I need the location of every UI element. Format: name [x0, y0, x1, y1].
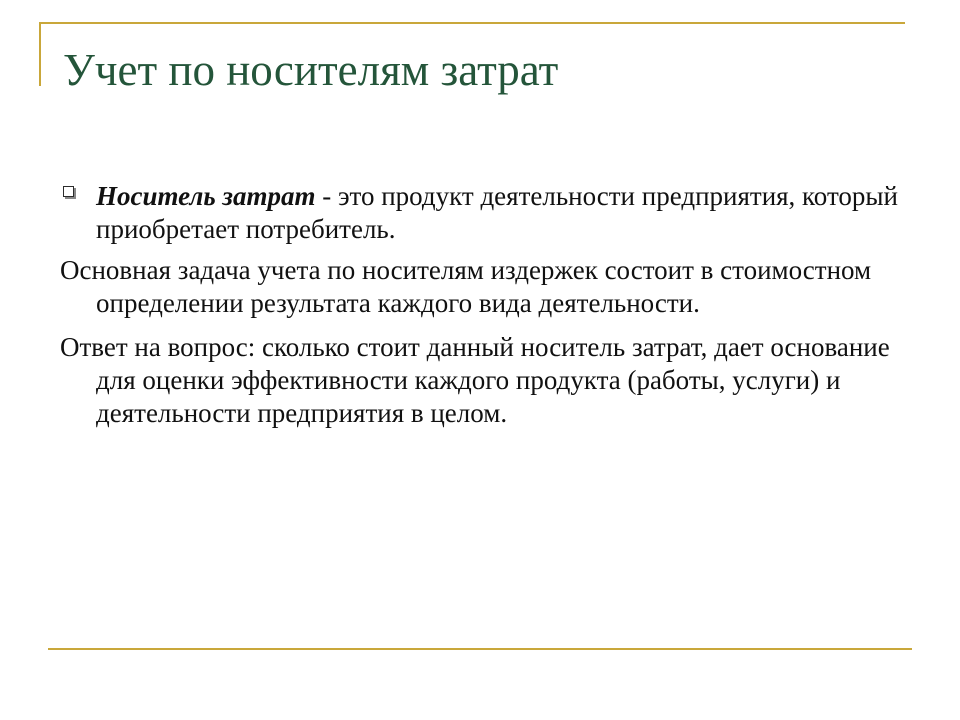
paragraph-answer: Ответ на вопрос: сколько стоит данный носитель затрат, дает основание для оценки эффективности каждого продукта (работы, услуги) и деятельности предприятия в целом. — [60, 332, 890, 428]
slide-title: Учет по носителям затрат — [63, 45, 559, 95]
paragraph-main-task: Основная задача учета по носителям издержек состоит в стоимостном определении результата каждого вида деятельности. — [60, 255, 872, 318]
definition-bullet — [60, 180, 910, 246]
bullet-term: Носитель затрат — [96, 181, 316, 211]
square-bullet-icon — [63, 186, 74, 197]
left-border-line — [39, 22, 41, 86]
bullet-definition: - это продукт деятельности предприятия, который приобретает потребитель. — [96, 181, 898, 244]
slide-body — [60, 180, 910, 441]
top-border-line — [40, 22, 905, 24]
bottom-border-line — [48, 648, 912, 650]
